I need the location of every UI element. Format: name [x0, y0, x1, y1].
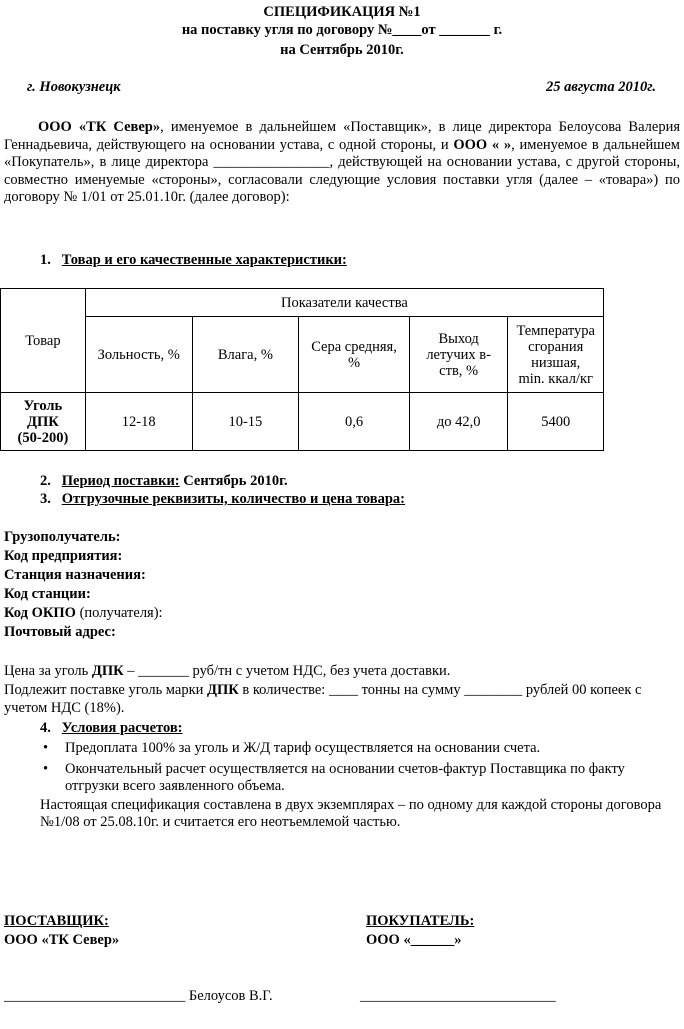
section-2-label: Период поставки:: [61, 473, 180, 489]
col-product-header: Товар: [1, 289, 86, 393]
quantity-text-a: Подлежит поставке уголь марки: [4, 682, 207, 698]
postal-address-label: Почтовый адрес:: [4, 624, 116, 640]
section-3-number: 3.: [40, 491, 51, 507]
intro-text-1: , именуемое в дальнейшем «Поставщик», в лице директора Белоусова Валерия Геннадьевича, действующего на основании устава, с одной стороны, и: [4, 119, 681, 153]
col-volatile-header: Выход летучих в-ств, %: [409, 317, 508, 393]
buyer-label: ПОКУПАТЕЛЬ:: [366, 913, 475, 929]
date: 25 августа 2010г.: [545, 79, 656, 95]
station-code-label: Код станции:: [4, 586, 91, 602]
price-text-c: – _______ руб/тн с учетом НДС, без учета доставки.: [123, 663, 451, 679]
intro-text-2: , именуемое в дальнейшем «Покупатель», в лице директора ________________, действующей на основании устава, с другой стороны, совместно именуемые «стороны», согласовали следующие условия поставки угля (далее – «товара») по договору № 1/01 от 25.01.10г. (далее договор):: [4, 136, 680, 205]
supplier-signature-line: [4, 988, 273, 1005]
value-volatile: до 42,0: [409, 393, 508, 451]
intro-paragraph: [4, 119, 680, 207]
value-moisture: 10-15: [192, 393, 299, 451]
okpo-note: (получателя):: [75, 605, 163, 621]
enterprise-code-label: Код предприятия:: [4, 548, 123, 564]
section-4-heading: [40, 720, 183, 737]
price-text-a: Цена за уголь: [4, 663, 92, 679]
document-period: на Сентябрь 2010г.: [280, 42, 404, 58]
section-1-heading: [40, 252, 347, 269]
row-product: Уголь ДПК (50-200): [1, 393, 86, 451]
col-heat-header: Температура сгорания низшая, min. ккал/кг: [508, 317, 604, 393]
document-subtitle: на поставку угля по договору №____от _______ г.: [181, 22, 503, 38]
supplier-company: ООО «ТК Север»: [4, 932, 120, 948]
value-ash: 12-18: [85, 393, 192, 451]
value-heat: 5400: [508, 393, 604, 451]
value-sulfur: 0,6: [299, 393, 410, 451]
col-sulfur-header: Сера средняя, %: [299, 317, 410, 393]
section-2-value: Сентябрь 2010г.: [179, 473, 288, 489]
supplier-signer: Белоусов В.Г.: [185, 988, 273, 1004]
payment-terms-list: [40, 740, 670, 832]
station-label: Станция назначения:: [4, 567, 146, 583]
section-4-number: 4.: [40, 720, 51, 736]
okpo-line: [4, 605, 163, 622]
col-moisture-header: Влага, %: [192, 317, 299, 393]
price-grade: ДПК: [91, 663, 124, 679]
supplier-name: ООО «ТК Север»: [38, 119, 161, 135]
section-3-title: Отгрузочные реквизиты, количество и цена товара:: [61, 491, 406, 507]
okpo-label: Код ОКПО: [4, 605, 76, 621]
document-title: СПЕЦИФИКАЦИЯ №1: [263, 4, 421, 20]
quality-table: [0, 288, 604, 451]
section-1-title: Товар и его качественные характеристики:: [61, 252, 347, 268]
quantity-paragraph: [4, 682, 680, 717]
quantity-text-c: в количестве: ____ тонны на сумму ________ рублей 00 копеек с учетом НДС (18%).: [4, 682, 642, 716]
section-3-heading: [40, 491, 405, 508]
consignee-label: Грузополучатель:: [4, 529, 121, 545]
buyer-name: ООО « »: [453, 136, 512, 153]
list-item: • Предоплата 100% за уголь и Ж/Д тариф осуществляется на основании счета.: [40, 740, 670, 758]
section-2-number: 2.: [40, 473, 51, 489]
supplier-label: ПОСТАВЩИК:: [4, 913, 109, 929]
list-item: • Окончательный расчет осуществляется на основании счетов-фактур Поставщика по факту отгрузки всего заявленного объема.: [40, 761, 670, 796]
city: г. Новокузнецк: [27, 79, 121, 95]
closing-paragraph: Настоящая спецификация составлена в двух экземплярах – по одному для каждой стороны договора №1/08 от 25.08.10г. и считается его неотъемлемой частью.: [40, 796, 662, 830]
buyer-signature-line: ___________________________: [360, 988, 556, 1004]
supplier-line: _________________________: [4, 988, 186, 1004]
section-2-heading: [40, 473, 288, 490]
buyer-company: ООО «______»: [366, 932, 462, 948]
section-1-number: 1.: [40, 252, 51, 268]
col-ash-header: Зольность, %: [85, 317, 192, 393]
quality-group-header: Показатели качества: [85, 289, 603, 317]
price-line: [4, 663, 450, 680]
section-4-title: Условия расчетов:: [61, 720, 183, 736]
quantity-grade: ДПК: [207, 682, 239, 698]
